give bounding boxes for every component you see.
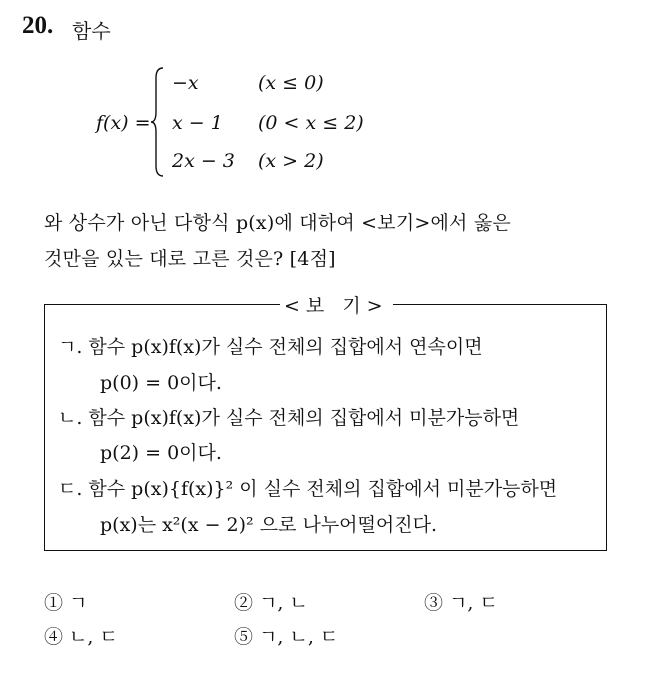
bogi-item-b-line-2: p(2) = 0이다. [100, 442, 222, 464]
case-1-condition: (x ≤ 0) [258, 72, 324, 94]
answer-choice-4[interactable]: ④ ㄴ, ㄷ [44, 626, 118, 648]
bogi-item-c-line-2: p(x)는 x²(x − 2)² 으로 나누어떨어진다. [100, 514, 437, 536]
bogi-item-b-line-1: ㄴ. 함수 p(x)f(x)가 실수 전체의 집합에서 미분가능하면 [58, 407, 520, 429]
bogi-item-a-line-1: ㄱ. 함수 p(x)f(x)가 실수 전체의 집합에서 연속이면 [58, 336, 483, 358]
left-brace-icon [150, 66, 164, 178]
bogi-item-c-line-1: ㄷ. 함수 p(x){f(x)}² 이 실수 전체의 집합에서 미분가능하면 [58, 478, 558, 500]
answer-choice-5[interactable]: ⑤ ㄱ, ㄴ, ㄷ [234, 626, 339, 648]
case-2-expression: x − 1 [172, 112, 223, 134]
case-3-expression: 2x − 3 [172, 150, 235, 172]
answer-choice-1[interactable]: ① ㄱ [44, 592, 88, 614]
bogi-title: <보 기> [280, 291, 393, 318]
bogi-item-a-line-2: p(0) = 0이다. [100, 372, 222, 394]
case-2-condition: (0 < x ≤ 2) [258, 112, 364, 134]
answer-choice-2[interactable]: ② ㄱ, ㄴ [234, 592, 308, 614]
answer-choice-3[interactable]: ③ ㄱ, ㄷ [424, 592, 498, 614]
function-name: f(x) = [96, 112, 151, 134]
case-1-expression: −x [172, 72, 199, 94]
question-body-line-2: 것만을 있는 대로 고른 것은? [4점] [44, 248, 336, 270]
question-title: 함수 [72, 19, 111, 43]
question-number: 20. [22, 12, 54, 39]
question-body-line-1: 와 상수가 아닌 다항식 p(x)에 대하여 <보기>에서 옳은 [44, 212, 511, 234]
case-3-condition: (x > 2) [258, 150, 324, 172]
